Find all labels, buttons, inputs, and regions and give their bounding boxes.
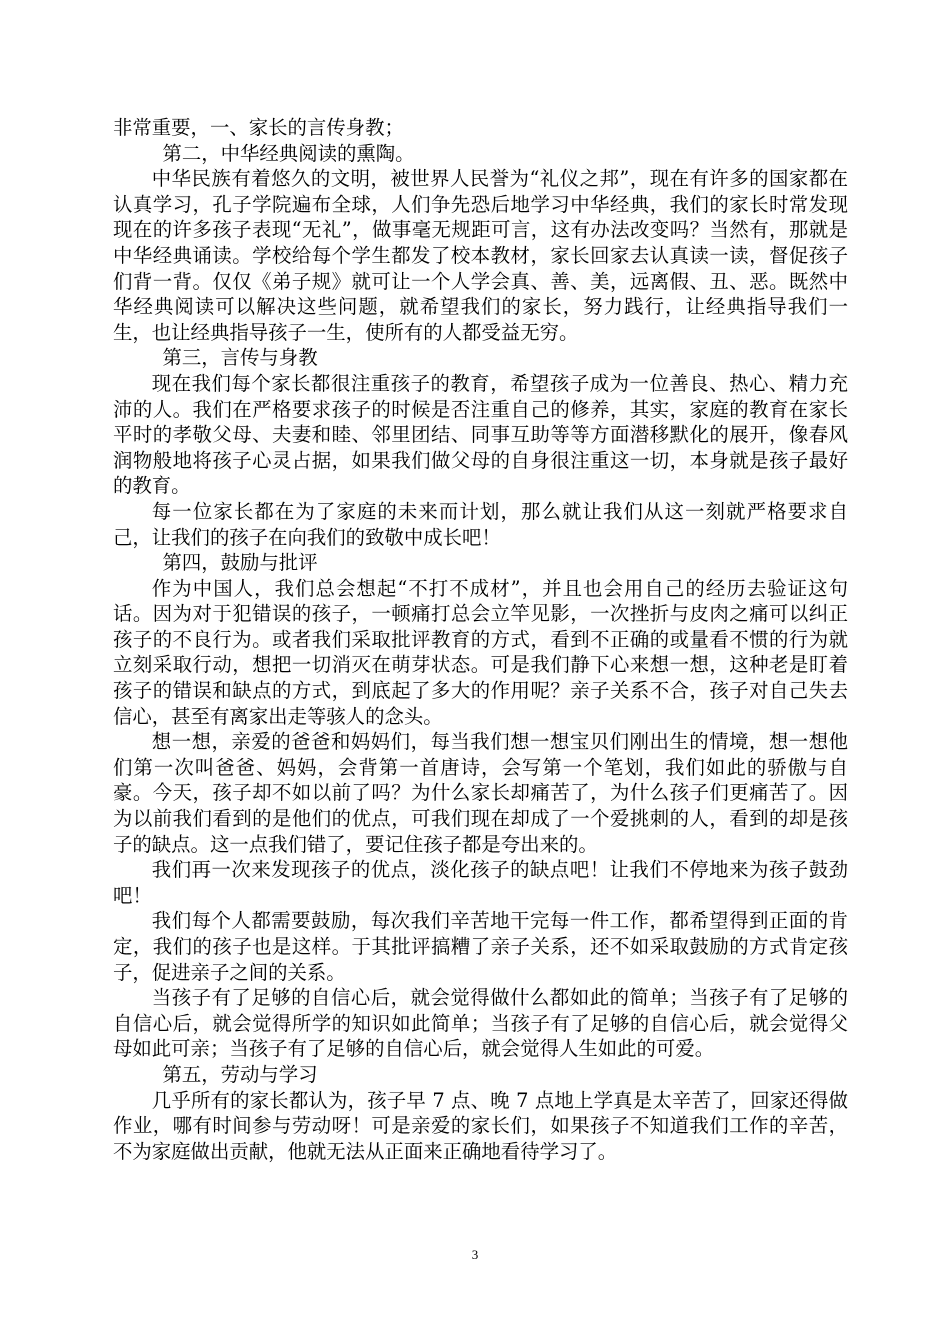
paragraph-confidence: 当孩子有了足够的自信心后，就会觉得做什么都如此的简单；当孩子有了足够的自信心后，就会觉得所学的知识如此简单；当孩子有了足够的自信心后，就会觉得父母如此可亲；当孩子有了足够的自信心后，就会觉得人生如此的可爱。 — [113, 986, 848, 1061]
paragraph-classics: 中华民族有着悠久的文明，被世界人民誉为“礼仪之邦”，现在有许多的国家都在认真学习，孔子学院遍布全球，人们争先恐后地学习中华经典，我们的家长时常发现现在的许多孩子表现“无礼”，做事毫无规距可言，这有办法改变吗？当然有，那就是中华经典诵读。学校给每个学生都发了校本教材，家长回家去认真读一读，督促孩子们背一背。仅仅《弟子规》就可让一个人学会真、善、美，远离假、丑、恶。既然中华经典阅读可以解决这些问题，就希望我们的家长，努力践行，让经典指导我们一生，也让经典指导孩子一生，使所有的人都受益无穷。 — [113, 167, 848, 344]
section-heading-fourth: 第四，鼓励与批评 — [162, 551, 318, 575]
section-heading-third: 第三，言传与身教 — [162, 346, 318, 370]
paragraph-discover-strengths: 我们再一次来发现孩子的优点，淡化孩子的缺点吧！让我们不停地来为孩子鼓劲吧！ — [113, 858, 848, 907]
paragraph-parenting-example: 现在我们每个家长都很注重孩子的教育，希望孩子成为一位善良、热心、精力充沛的人。我们在严格要求孩子的时候是否注重自己的修养，其实，家庭的教育在家长平时的孝敬父母、夫妻和睦、邻里团结、同事互助等等方面潜移默化的展开，像春风润物般地将孩子心灵占据，如果我们做父母的自身很注重这一切，本身就是孩子最好的教育。 — [113, 371, 848, 498]
page-number: 3 — [471, 1247, 479, 1262]
paragraph-criticism: 作为中国人，我们总会想起“不打不成材”，并且也会用自己的经历去验证这句话。因为对于犯错误的孩子，一顿痛打总会立竿见影，一次挫折与皮肉之痛可以纠正孩子的不良行为。或者我们采取批评教育的方式，看到不正确的或量看不惯的行为就立刻采取行动，想把一切消灭在萌芽状态。可是我们静下心来想一想，这种老是盯着孩子的错误和缺点的方式，到底起了多大的作用呢？亲子关系不合，孩子对自己失去信心，甚至有离家出走等骇人的念头。 — [113, 576, 848, 728]
paragraph-continuation: 非常重要，一、家长的言传身教； — [113, 116, 404, 139]
section-heading-second: 第二，中华经典阅读的熏陶。 — [162, 141, 415, 165]
paragraph-future-plan: 每一位家长都在为了家庭的未来而计划，那么就让我们从这一刻就严格要求自己，让我们的孩子在向我们的致敬中成长吧！ — [113, 499, 848, 549]
paragraph-encouragement: 我们每个人都需要鼓励，每次我们辛苦地干完每一件工作，都希望得到正面的肯定，我们的孩子也是这样。于其批评搞糟了亲子关系，还不如采取鼓励的方式肯定孩子，促进亲子之间的关系。 — [113, 909, 848, 984]
paragraph-think-back: 想一想，亲爱的爸爸和妈妈们，每当我们想一想宝贝们刚出生的情境，想一想他们第一次叫爸爸、妈妈，会背第一首唐诗，会写第一个笔划，我们如此的骄傲与自豪。今天，孩子却不如以前了吗？为什么家长却痛苦了，为什么孩子们更痛苦了。因为以前我们看到的是他们的优点，可我们现在却成了一个爱挑刺的人，看到的却是孩子的缺点。这一点我们错了，要记住孩子都是夸出来的。 — [113, 730, 848, 856]
document-body — [113, 115, 848, 1164]
paragraph-labor-study: 几乎所有的家长都认为，孩子早 7 点、晚 7 点地上学真是太辛苦了，回家还得做作业，哪有时间参与劳动呀！可是亲爱的家长们，如果孩子不知道我们工作的辛苦，不为家庭做出贡献，他就无法从正面来正确地看待学习了。 — [113, 1088, 848, 1163]
section-heading-fifth: 第五，劳动与学习 — [162, 1062, 318, 1086]
